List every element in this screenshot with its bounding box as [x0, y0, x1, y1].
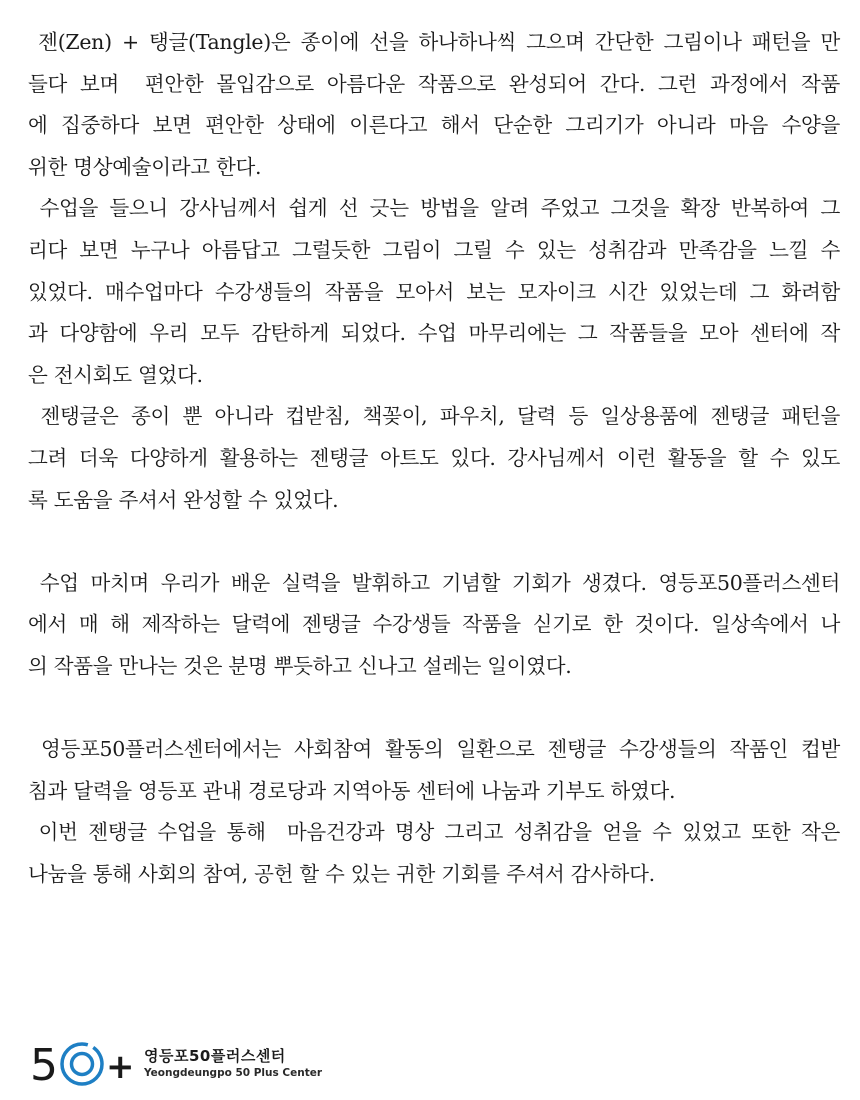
- text-line: 나눔을 통해 사회의 참여, 공헌 할 수 있는 귀한 기회를 주셔서 감사하다.: [28, 861, 655, 886]
- text-line: 젠탱글은 종이 뿐 아니라 컵받침, 책꽂이, 파우치, 달력 등 일상용품에 젠탱글 패턴을: [28, 404, 840, 429]
- document-body: [28, 22, 840, 895]
- fifty-plus-logo-icon: [30, 1038, 135, 1091]
- text-line: 에서 매 해 제작하는 달력에 젠탱글 수강생들 작품을 싣기로 한 것이다. 일상속에서 나: [28, 612, 840, 637]
- paragraph-2: [28, 188, 840, 396]
- text-line: 과 다양함에 우리 모두 감탄하게 되었다. 수업 마무리에는 그 작품들을 모아 센터에 작: [28, 321, 840, 346]
- paragraph-6: [28, 812, 840, 895]
- text-line: 젠(Zen) + 탱글(Tangle)은 종이에 선을 하나하나씩 그으며 간단한 그림이나 패턴을 만: [28, 30, 840, 54]
- text-line: 있었다. 매수업마다 수강생들의 작품을 모아서 보는 모자이크 시간 있었는데 그 화려함: [28, 279, 840, 304]
- blank-line: [28, 521, 840, 563]
- paragraph-5: [28, 729, 840, 812]
- center-logo: [30, 1038, 323, 1091]
- text-line: 영등포50플러스센터에서는 사회참여 활동의 일환으로 젠탱글 수강생들의 작품인 컵받: [28, 737, 840, 762]
- logo-ring-outer: [62, 1044, 102, 1084]
- text-line: 그려 더욱 다양하게 활용하는 젠탱글 아트도 있다. 강사님께서 이런 활동을 할 수 있도: [28, 445, 840, 470]
- text-line: 은 전시회도 열었다.: [28, 362, 203, 387]
- logo-digit-five: 5: [30, 1040, 58, 1091]
- text-line: 수업을 들으니 강사님께서 쉽게 선 긋는 방법을 알려 주었고 그것을 확장 반복하여 그: [28, 196, 840, 221]
- text-line: 리다 보면 누구나 아름답고 그럴듯한 그림이 그릴 수 있는 성취감과 만족감을 느낄 수: [28, 237, 840, 262]
- logo-name-korean: 영등포50플러스센터: [144, 1046, 286, 1065]
- logo-name-english: Yeongdeungpo 50 Plus Center: [144, 1066, 323, 1079]
- logo-ring-inner: [72, 1054, 93, 1075]
- text-line: 수업 마치며 우리가 배운 실력을 발휘하고 기념할 기회가 생겼다. 영등포50플러스센터: [28, 570, 840, 595]
- logo-text: [144, 1047, 322, 1080]
- text-line: 록 도움을 주셔서 완성할 수 있었다.: [28, 487, 339, 512]
- text-line: 침과 달력을 영등포 관내 경로당과 지역아동 센터에 나눔과 기부도 하였다.: [28, 778, 676, 803]
- paragraph-1: [28, 22, 840, 188]
- paragraph-3: [28, 396, 840, 521]
- text-line: 위한 명상예술이라고 한다.: [28, 154, 262, 179]
- blank-line: [28, 688, 840, 730]
- paragraph-4: [28, 563, 840, 688]
- logo-plus-sign: +: [106, 1047, 135, 1087]
- text-line: 이번 젠탱글 수업을 통해 마음건강과 명상 그리고 성취감을 얻을 수 있었고 또한 작은: [28, 820, 840, 845]
- text-line: 들다 보며 편안한 몰입감으로 아름다운 작품으로 완성되어 간다. 그런 과정에서 작품: [28, 71, 840, 96]
- text-line: 의 작품을 만나는 것은 분명 뿌듯하고 신나고 설레는 일이였다.: [28, 653, 572, 678]
- text-line: 에 집중하다 보면 편안한 상태에 이른다고 해서 단순한 그리기가 아니라 마음 수양을: [28, 113, 840, 138]
- logo-mark: [30, 1038, 135, 1091]
